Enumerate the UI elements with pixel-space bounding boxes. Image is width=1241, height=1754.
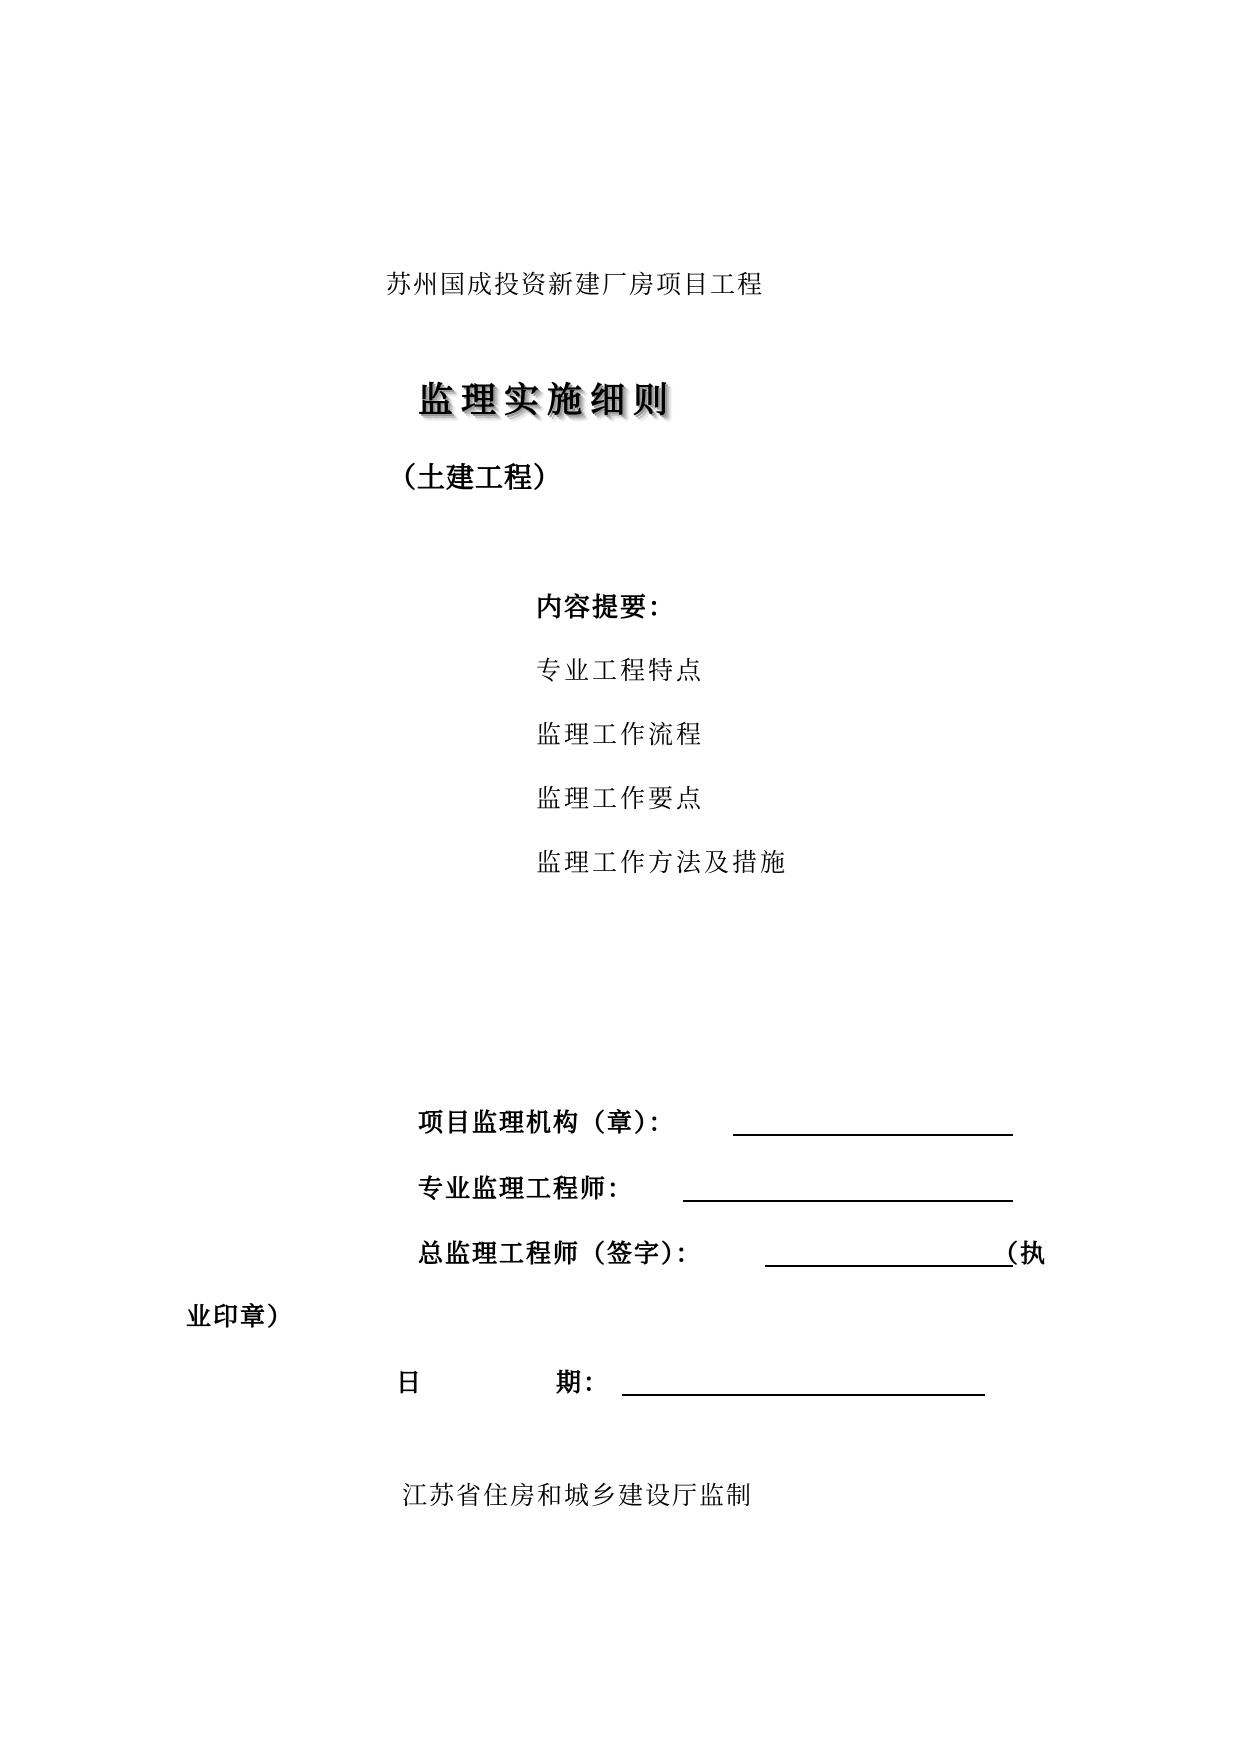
contents-item: 监理工作流程	[536, 720, 705, 749]
date-line	[622, 1394, 985, 1396]
contents-item: 专业工程特点	[536, 656, 705, 685]
chief-seal-suffix-cont: 业印章）	[186, 1302, 295, 1331]
chief-engineer-label: 总监理工程师（签字）：	[418, 1239, 703, 1268]
chief-seal-suffix: （执	[993, 1239, 1048, 1268]
project-name: 苏州国成投资新建厂房项目工程	[386, 270, 765, 299]
document-subtitle: （土建工程）	[388, 461, 563, 494]
document-title: 监理实施细则	[418, 380, 677, 421]
date-label: 日	[396, 1368, 424, 1397]
contents-item: 监理工作要点	[536, 784, 705, 813]
org-seal-line	[733, 1134, 1013, 1136]
date-label-suffix: 期：	[556, 1368, 611, 1397]
contents-heading: 内容提要：	[536, 593, 677, 623]
org-seal-label: 项目监理机构（章）：	[418, 1108, 676, 1137]
chief-engineer-signature-line	[765, 1265, 1013, 1267]
engineer-signature-line	[683, 1200, 1013, 1202]
issuer: 江苏省住房和城乡建设厅监制	[402, 1481, 754, 1510]
contents-item: 监理工作方法及措施	[536, 848, 789, 877]
engineer-label: 专业监理工程师：	[418, 1174, 635, 1203]
